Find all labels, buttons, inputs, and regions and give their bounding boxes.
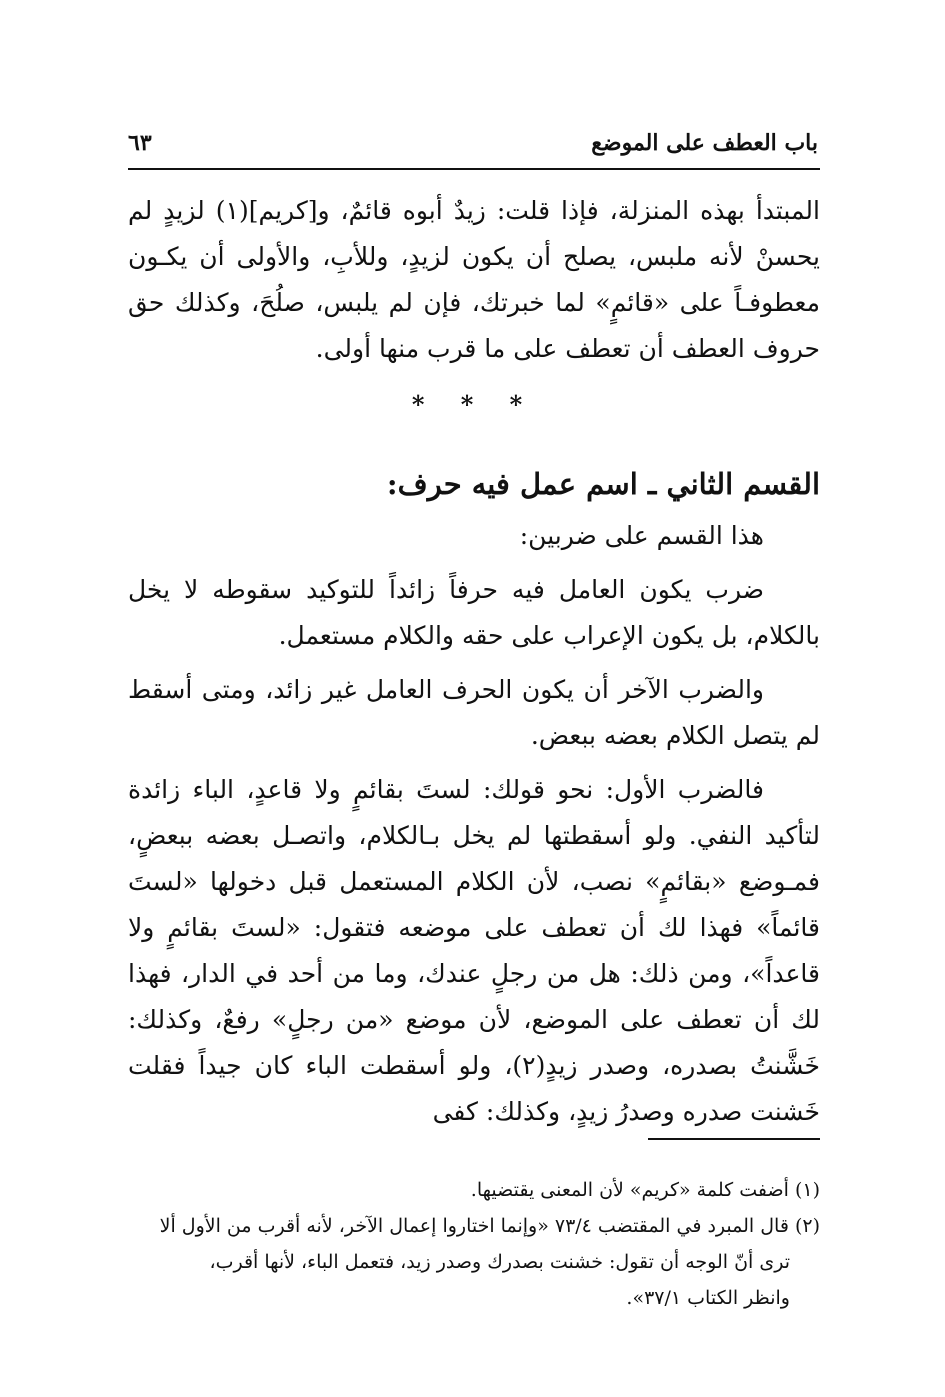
footnote-1: (١) أضفت كلمة «كريم» لأن المعنى يقتضيها. [470,1179,820,1201]
header-rule [128,168,820,170]
paragraph-1: هذا القسم على ضربين: [519,521,764,550]
running-title: باب العطف على الموضع [591,130,818,156]
footnotes [128,1172,820,1316]
page-number: ٦٣ [128,130,152,156]
footnote-2-line-1: (٢) قال المبرد في المقتضب ٧٣/٤ «وإنما اختاروا إعمال الآخر، لأنه أقرب من الأول ألا [159,1215,820,1237]
page-header [128,124,818,164]
footnote-2-line-2: ترى أنّ الوجه أن تقول: خشنت بصدرك وصدر زيد، فتعمل الباء، لأنها أقرب، [209,1251,790,1273]
section-heading: القسم الثاني ـ اسم عمل فيه حرف: [386,467,820,501]
paragraph-3: والضرب الآخر أن يكون الحرف العامل غير زائد، ومتى أسقط لم يتصل الكلام بعضه ببعض. [128,675,820,750]
paragraph-2: ضرب يكون العامل فيه حرفاً زائداً للتوكيد سقوطه لا يخل بالكلام، بل يكون الإعراب على حقه والكلام مستعمل. [128,575,820,650]
paragraph-4: فالضرب الأول: نحو قولك: لستَ بقائمٍ ولا قاعدٍ، الباء زائدة لتأكيد النفي. ولو أسقطتها لم يخل بـالكلام، واتصـل بعضه ببعضٍ، فمـوضع «بقائمٍ» نصب، لأن الكلام المستعمل قبل دخولها «لستَ قائماً» فهذا لك أن تعطف على موضعه فتقول: «لستَ بقائمٍ ولا قاعداً»، ومن ذلك: هل من رجلٍ عندك، وما من أحد في الدار، فهذا لك أن تعطف على الموضع، لأن موضع «من رجلٍ» رفعٌ، وكذلك: خَشَّنتُ بصدره، وصدر زيدٍ(٢)، ولو أسقطت الباء كان جيداً فقلت خَشنت صدره وصدرُ زيدٍ، وكذلك: كفى [128,775,820,1126]
main-text [128,188,820,1135]
section-separator: * * * [411,390,537,419]
footnote-2-line-3: وانظر الكتاب ٣٧/١». [626,1287,790,1309]
intro-paragraph: المبتدأ بهذه المنزلة، فإذا قلت: زيدٌ أبوه قائمٌ، و[كريم](١) لزيدٍ لم يحسنْ لأنه ملبس، يصلح أن يكون لزيدٍ، وللأبِ، والأولى أن يكـون معطوفـاً على «قائمٍ» لما خبرتك، فإن لم يلبس، صلُحَ، وكذلك حق حروف العطف أن تعطف على ما قرب منها أولى. [128,196,820,363]
footnote-rule [648,1138,820,1140]
